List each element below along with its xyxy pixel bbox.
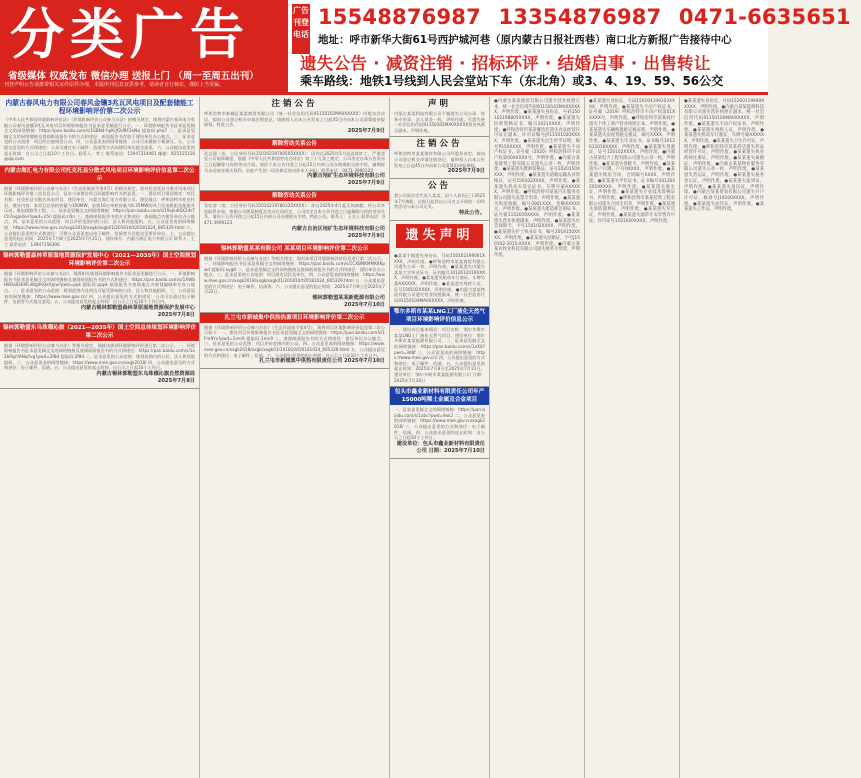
notice-block (390, 137, 489, 179)
notice-body: 根据《环境影响评价公众参与办法》等相关规定，现对本项目环境影响评价信息进行第二次公示。一、环境影响报告书征求意见稿全文的网络链接：https://pan.baidu.com/s/1CXBNKMMKKKpwd 提取码:ayg8 二、征求意见稿全文的网络链接及查阅纸质报告书的方式和途径：建设单位办公地点。三、征求意见的公众范围：项目周边居民及单位。四、公众意见表的网络链接：https://www.mee.gov.cn/xxgk2018/xxgk/xxgk01/201810/t20181024_665329.html 五、公众提出意见的方式和途径：电子邮件、信函等。六、公众提出意见的起止时间：2025年7月9日至2025年7月22日。 (204, 255, 385, 295)
notice-signature: 内蒙古自治区地矿生态环境科技有限公司 (291, 225, 385, 232)
column-6 (680, 97, 768, 778)
notice-signature: 2025年7月9日 (347, 232, 385, 239)
office-address: 地址：呼市新华大街61号西护城河巷（原内蒙古日报社西巷）南口北方新报广告接待中心 (318, 34, 732, 46)
notice-body: 武志强（男，公民身份号码15010219790505XXXX）：因你自2025年5月起连续旷工，严重违反公司规章制度，依据《中华人民共和国劳动合同法》第三十九条之规定，公司决定自本公告发布之日起解除与你的劳动合同。请你于本公告刊登之日起15日内到公司办理离职交接手续，逾期视为自动放弃相关权利，由此产生的一切法律后果由你本人承担。联系电话：0471-3990123 (204, 150, 385, 173)
notice-body: 一、征求意见稿全文的网络链接：https://pan.baidu.com/s/1abc?pwd=9xk2 二、公众意见表的网络链接：https://www.mee.gov.cn/xxgk2018/ 三、公众提出意见的方式和途径：电子邮件、信函。四、公众提出意见的起止时间：自公示之日起10个工作日。 (394, 407, 485, 441)
notice-body: 一、建设项目基本情况：项目名称：鄂尔多斯市某某LNG工厂液化天然气项目；建设单位：鄂尔多斯市某某能源有限公司。二、征求意见稿全文的网络链接：https://pan.baidu.com/s/1xXX?pwd=3d8f 三、公众意见表的网络链接：https://www.mee.gov.cn/ 四、公众提出意见的方式和途径：电子邮件、信函。五、公众提出意见的起止时间：2025年7月8日至2025年7月21日。建设单位：鄂尔多斯市某某能源有限公司 日期：2025年7月10日 (394, 327, 485, 383)
notice-block (390, 325, 489, 387)
notice-block (390, 251, 489, 307)
notice-block (0, 269, 199, 323)
notice-block (200, 149, 389, 191)
notice-block (200, 254, 389, 313)
notice-body: 呼和浩特市新城区某某商贸有限公司（统一社会信用代码91150102MA0XXXXX）经股东会决议，拟向公司登记机关申请注销登记，请债权人自本公告发布之日起45日内向本公司清算组申报债权。特此公告。 (204, 111, 385, 128)
notice-block (0, 341, 199, 389)
notice-heading: 声明 (427, 99, 451, 109)
notice-body: ●某某不慎遗失身份证，号码150102199001XXXX，声明作废。●呼和浩特市某某商贸有限公司遗失公章一枚，声明作废。●某某遗失内蒙古某某大学毕业证书，证书编号1012612019XXXX，声明作废。●某某遗失机动车行驶证，车牌号蒙AXXXXX，声明作废。●某某遗失残疾人证，证号150102XXXX，声明作废。●内蒙古某某物流有限公司遗失营业执照副本，统一社会信用代码91150100MA0XXXXX，声明作废。 (394, 252, 485, 303)
column-2 (200, 97, 390, 778)
notice-banner: 解除劳动关系公告 (200, 139, 389, 149)
column-1 (0, 97, 200, 778)
notice-signature: 2025年7月9日 (347, 127, 385, 134)
notice-body: 《中华人民共和国环境影响评价法》《环境影响评价公众参与办法》的相关规定，现将内蒙古春风电力有限公司春风金镶3兆瓦风电项目环境影响报告书征求意见稿进行公示。一、环境影响报告书征求意见稿全文的网络链接：https://pan.baidu.com/s/1SBN4-hpKrJf2d9F2xNsj 提取码:pha7 二、征求意见稿全文的网络链接及查阅纸质报告书的方式和途径：纸质报告书存放于建设单位办公地点。三、征求意见的公众范围：项目所在地周边公众。四、公众意见表的网络链接：公众可从链接下载填写。五、公众提交意见的方式和途径：公众可通过电子邮件、信函等方式向建设单位提交意见。六、公众提出意见的起止时间：自公示之日起10个工作日。联系人：李工 联系电话：15947314461 邮箱：825155156@qq.com (4, 117, 195, 162)
notice-block (200, 201, 389, 243)
phone-number[interactable]: 15548876987 (318, 5, 481, 29)
notice-block (200, 323, 389, 370)
notice-body: 内蒙古某某科技有限公司不慎遗失公司公章、财务专用章、法人章各一枚，声明作废。另遗失统一社会信用代码91150102MA0XXXXX营业执照正副本，声明作废。 (394, 111, 485, 133)
notice-banner: 锡林郭勒盟东乌珠穆沁旗（2021—2035年）国土空间总体规划环境影响评价第二次公示 (0, 323, 199, 341)
notice-banner: 扎兰屯市新城集中供热热源项目环境影响评价第二次公示 (200, 313, 389, 323)
notice-signature: 锡林郭勒盟某某新能源有限公司 (312, 294, 385, 301)
notice-body: 根据《环境影响评价公众参与办法》等相关规定，现就该规划环境影响评价进行第二次公示。一、环境影响报告书征求意见稿全文的网络链接及查阅纸质报告书的方式和途径：https://pan.baidu.com/s/1a2bPqzYANqYvg?pwd=2f8d 提取码:2f8d 二、征求意见的公众范围：规划范围内的公民、法人和其他组织。三、公众意见表的网络链接：https://www.mee.gov.cn/xxgk2018/ 四、公众提出意见的方式和途径：电子邮件、信函。五、公众提出意见的起止时间：自公示之日起10个工作日。 (4, 342, 195, 371)
notice-block (390, 405, 489, 459)
hotline-label: 广告刊登电话 (292, 4, 310, 54)
notice-signature: 建设单位：包头市鑫业新材料有限责任公司 日期：2025年7月10日 (396, 440, 485, 454)
notice-banner: 锡林郭勒盟森林草原湿地资源保护发展中心（2021—2035年）国土空间规划环境影响评价第二次公示 (0, 251, 199, 269)
notice-body: 呼和浩特市某某建材有限公司经股东决定，拟向公司登记机关申请注销登记，请债权人自本公告发布之日起45日内向本公司清算组申报债权。 (394, 151, 485, 168)
notice-body: 根据《环境影响评价公众参与办法》（生态环境部令第4号）的相关规定，现对托克托县分散式风电项目环境影响评价第二次信息公示，征求与该建设项目环境影响有关的意见。一、建设项目情况简述：项目名称：托克托县分散式风电项目。建设单位：内蒙古海汇电力有限公司。建设地点：呼和浩特市托克托县。建设内容：本项目总装机容量为100MW，安装16台单机容量为6.25MW的风力发电机组及配套升压站、集电线路等工程。二、征求意见稿全文的网络链接：https://pan.baidu.com/s/19vjkdi6X24sTCh7eqJo4en?pwd=n5n 提取码:n5n 三、查阅纸质报告书的方式和途径：查阅地点为建设单位办公地点。四、征求意见的公众范围：项目评价范围内的公民、法人和其他组织。五、公众意见表的网络链接：https://www.mee.gov.cn/xxgk2018/xxgk/xxgk01/201810/t20181024_665329.html 六、公众提出意见的方式和途径：可将公众意见表以电子邮件、信函等方式提交至建设单位。七、公众提出意见的起止时间：2025年7月8日至2025年7月21日。建设单位：内蒙古海汇电力有限公司 联系人：王工 联系电话：13947156306 (4, 185, 195, 247)
notice-banner: 内蒙古海汇电力有限公司托克托县分散式风电项目环境影响评价信息第二次公示 (0, 166, 199, 184)
header-divider (0, 92, 768, 95)
phone-numbers (318, 4, 851, 30)
notice-signature: 2025年7月10日 (344, 301, 385, 308)
lost-items-list: ●内蒙古某某商贸有限公司遗失营业执照正本，统一社会信用代码91150102MA0XXXXX，声明作废。●某某遗失身份证，号码150102198805XXXX，声明作废。●某某遗失医师资格证书，编号2021XXXX，声明作废。●呼和浩特市某某餐饮店遗失食品经营许可证正副本，许可证编号JY11501020XXXX，声明作废。●某某遗失出生医学证明，编号P150XXXX，声明作废。●某某遗失不动产权证书，证号蒙（2020）呼和浩特市不动产权第00XXXXX号，声明作废。●内蒙古某某建筑工程有限公司遗失公章一枚，声明作废。●某某遗失教师资格证，证号2020150XXXX，声明作废。●某某遗失道路运输从业资格证，证号150102XXXX，声明作废。●某某遗失机动车登记证书，车牌号蒙AXXXXX，声明作废。●呼和浩特市某某汽车服务有限公司遗失发票专用章，声明作废。●某某遗失购房收据，编号0001XXX，金额XXXXX元，声明作废。●某某遗失建造师注册证书，证号蒙1152019XXXX，声明作废。●某某遗失营业执照副本，声明作废。●某某遗失社会保障卡，卡号150102XXXX，声明作废。●某某遗失护士执业证书，编号2019150XXXX，声明作废。●某某遗失结婚证，字号J150102-2015-XXXX，声明作废。●内蒙古某某农牧业科技有限公司遗失财务专用章，声明作废。 (494, 99, 580, 258)
notice-block (200, 97, 389, 139)
notice-block (390, 97, 489, 137)
brand-tagline: 省级媒体 权威发布 微信办理 送报上门 （周一至周五出刊） (8, 71, 259, 82)
notice-banner: 鄂尔多斯市某某LNG工厂液化天然气项目环境影响评价信息公示 (390, 307, 489, 325)
notice-signature: 内蒙古地矿生态环境科技有限公司 (307, 173, 385, 180)
service-list: 遗失公告 · 减资注销 · 招标环评 · 结婚启事 · 出售转让 (300, 54, 711, 73)
notice-signature: 2025年7月9日 (347, 180, 385, 187)
column-4 (490, 97, 585, 778)
notice-heading: 公告 (427, 181, 451, 192)
notice-signature: 特此公告。 (459, 209, 485, 216)
notice-signature: 内蒙古锡林郭勒盟森林草原湿地资源保护发展中心 (80, 304, 195, 311)
notice-signature: 2025年7月8日 (157, 377, 195, 384)
notice-block (390, 179, 489, 221)
transit-route: 乘车路线：地铁1号线到人民会堂站下车（东北角）或3、4、19、59、56公交 (300, 74, 724, 88)
notice-signature: 2025年7月9日 (447, 168, 485, 175)
classified-grid (0, 97, 768, 778)
phone-number[interactable]: 13354876987 (498, 5, 662, 29)
notice-signature: 内蒙古锡林郭勒盟东乌珠穆沁旗自然资源局 (96, 370, 195, 377)
notice-signature: 扎兰屯市新城集中供热有限责任公司 2025年7月10日 (259, 358, 385, 365)
notice-heading: 注销公告 (271, 99, 318, 109)
notice-body: 根据《环境影响评价公众参与办法》，现将相关规划环境影响报告书征求意见稿进行公示。一、环境影响报告书征求意见稿全文的网络链接及查阅纸质报告书的方式和途径：https://pan.baidu.com/s/1XWbH8Oa0kE9FuWg0hQkAJyw?pwd=ppk 提取码:pppk 纸质报告书查阅地点为规划编制单位办公地点。二、征求意见的公众范围：规划范围内及周边可能受影响的公民、法人和其他组织。三、公众意见表的网络链接：https://www.mee.gov.cn/ 四、公众提出意见的方式和途径：公众可以通过电子邮件、信函等方式提交意见。五、公众提出意见的起止时间：自公示之日起10个工作日内。 (4, 271, 195, 305)
notice-body: 我公司原法定代表人某某，因个人原因已于2025年7月离职，自即日起其以公司名义开展的一切经营活动与本公司无关。 (394, 193, 485, 210)
phone-number[interactable]: 0471-6635651 (678, 5, 851, 29)
brand-title: 分类广告 (10, 2, 250, 66)
brand-fine-print: 刊登声明公告请携带相关证件原件办理，本版所刊信息仅供参考，请读者自行核实，谨防上当受骗。 (4, 82, 225, 88)
notice-body: 根据《环境影响评价公众参与办法》（生态环境部令第4号），现将项目环境影响评价信息第二次公示如下：一、建设项目环境影响报告书征求意见稿全文的网络链接：https://pan.baidu.com/s/1Fm9Yx?pwd=1mn9 提取码:1mn9 二、查阅纸质报告书的方式和途径：建设单位办公地点。三、征求意见的公众范围：项目评价范围内的公众。四、公众意见表的网络链接：https://www.mee.gov.cn/xxgk2018/xxgk/xxgk01/201810/t20181024_665329.html 五、公众提出意见的方式和途径：电子邮件、信函。六、公众提出意见的起止时间：自公示之日起10个工作日内。 (204, 324, 385, 358)
lost-items-list: ●某某遗失身份证，号码152601199409XXXX，声明作废。●内蒙古某某能源科技有限公司遗失营业执照正副本，统一社会信用代码91150100MA0XXXXX，声明作废。●某某遗失不动产权证书，声明作废。●某某遗失残疾人证，声明作废。●某某遗失机动车行驶证，车牌号蒙AXXXXX，声明作废。●某某遗失卫生许可证，声明作废。●呼和浩特市某某药店遗失药品经营许可证，声明作废。●某某遗失执业药师注册证，声明作废。●某某遗失离婚证，声明作废。●内蒙古某某物业服务有限公司遗失公章一枚，声明作废。●某某遗失营运证，声明作废。●某某遗失税务登记证，声明作废。●某某遗失报到证，声明作废。●某某遗失退伍证，声明作废。●内蒙古某某贸易有限公司遗失开户许可证，核准号J19100XXXX，声明作废。●某某遗失居住证，声明作废。●某某遗失工作证，声明作废。 (684, 99, 764, 213)
column-5 (585, 97, 680, 778)
notice-title: 内蒙古春风电力有限公司春风金镶3兆瓦风电项目及配套储能工程环境影响评价第二次公示 (5, 99, 194, 115)
notice-banner: 锡林郭勒盟某某有限公司 某某项目环境影响评价第二次公示 (200, 244, 389, 254)
notice-block (0, 97, 199, 166)
lost-items-list: ●某某遗失身份证，号码150104199203XXXX，声明作废。●某某遗失不动产权证书，证号蒙（2019）呼和浩特市不动产权第01XXXXX号，声明作废。●呼和浩特市某某商行遗失个体工商户营业执照正本，声明作废。●某某遗失车辆购置税完税证明，声明作废。●某某遗失房屋契税完税证，编号XXXX，声明作废。●某某遗失毕业证书，证书编号1012612018XXXX，声明作废。●某某遗失驾驶证，证号150102XXXX，声明作废。●内蒙古某某电力工程有限公司遗失公章一枚，声明作废。●某某遗失供暖卡，声明作废。●某某遗失户口簿，户号0XXXX，声明作废。●某某遗失购房合同，合同编号XXXX，声明作废。●某某遗失学位证书，证书编号1012642019XXXX，声明作废。●某某遗失准生证，声明作废。●某某遗失专业技术资格证书，声明作废。●呼和浩特市某某装饰工程有限公司遗失合同专用章，声明作废。●某某遗失预防接种证，声明作废。●某某遗失军官证，声明作废。●某某遗失烟草专卖零售许可证，许可证号1501020XXXX，声明作废。 (589, 99, 675, 224)
lost-notice-title: 遗失声明 (396, 224, 483, 248)
notice-block (0, 184, 199, 252)
notice-banner: 包头市鑫业新材料有限责任公司年产15000吨稀土金属及合金项目 (390, 387, 489, 405)
column-3 (390, 97, 490, 778)
page-header (0, 0, 851, 92)
notice-banner: 解除劳动关系公告 (200, 191, 389, 201)
notice-signature: 2025年7月8日 (157, 311, 195, 318)
brand-banner (0, 0, 288, 92)
notice-body: 张宏涛（男，公民身份号码15010219780325XXXX）：你自2025年4月起无故缺勤，经公司多次联系未果，依据公司规章制度及劳动合同约定，公司决定自本公告刊登之日起解除与你的劳动关系。请你于公告刊登之日起15日内到公司办理相关手续。特此公告。联系人：王女士 联系电话：0471-3990123 (204, 203, 386, 225)
notice-heading: 注销公告 (416, 139, 463, 150)
